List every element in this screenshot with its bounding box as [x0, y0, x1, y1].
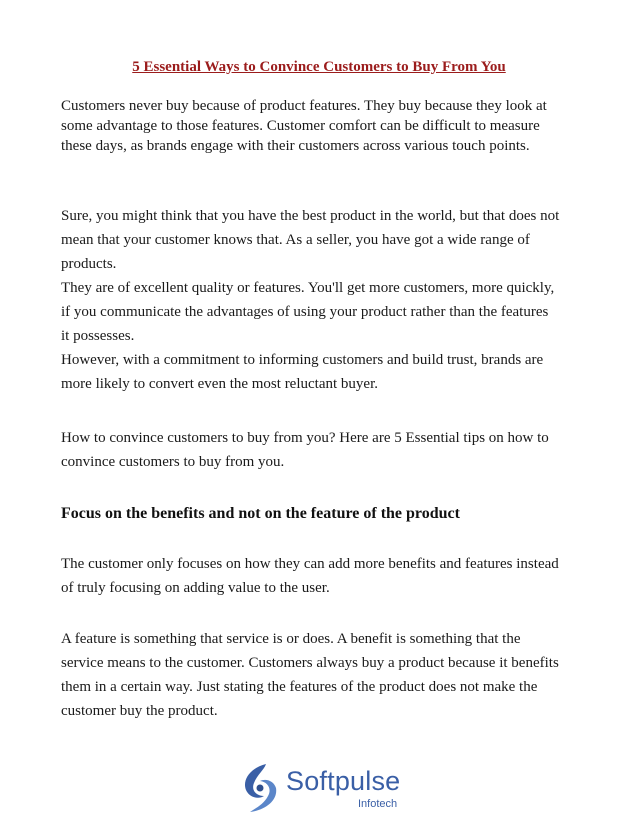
logo-tagline: Infotech: [358, 798, 398, 810]
company-logo: [236, 760, 456, 816]
paragraph-line: Sure, you might think that you have the best product in the world, but that does not: [61, 208, 560, 224]
paragraph-line: if you communicate the advantages of using your product rather than the features: [61, 304, 549, 320]
paragraph-line: service means to the customer. Customers always buy a product because it benefits: [61, 655, 559, 671]
intro-paragraph: [61, 96, 581, 156]
paragraph-line: of truly focusing on adding value to the user.: [61, 580, 330, 596]
swirl-logo-icon: [236, 760, 284, 816]
feature-benefit-paragraph: [61, 627, 581, 723]
paragraph-line: more likely to convert even the most reluctant buyer.: [61, 376, 378, 392]
paragraph-line: However, with a commitment to informing customers and build trust, brands are: [61, 352, 544, 368]
tips-paragraph: [61, 426, 581, 474]
paragraph-line: customer buy the product.: [61, 703, 218, 719]
paragraph-line: The customer only focuses on how they can add more benefits and features instead: [61, 556, 559, 572]
section-heading: Focus on the benefits and not on the feature of the product: [61, 505, 460, 522]
product-paragraph: [61, 204, 581, 396]
paragraph-line: them in a certain way. Just stating the features of the product does not make the: [61, 679, 538, 695]
document-title: 5 Essential Ways to Convince Customers to Buy From You: [132, 59, 506, 75]
paragraph-line: How to convince customers to buy from you? Here are 5 Essential tips on how to: [61, 430, 549, 446]
logo-name: Softpulse: [286, 766, 401, 796]
paragraph-line: it possesses.: [61, 328, 135, 344]
paragraph-line: Customers never buy because of product features. They buy because they look at: [61, 98, 547, 114]
paragraph-line: convince customers to buy from you.: [61, 454, 285, 470]
paragraph-line: these days, as brands engage with their customers across various touch points.: [61, 138, 530, 154]
paragraph-line: some advantage to those features. Customer comfort can be difficult to measure: [61, 118, 540, 134]
paragraph-line: products.: [61, 256, 117, 272]
paragraph-line: They are of excellent quality or features. You'll get more customers, more quickly,: [61, 280, 555, 296]
paragraph-line: mean that your customer knows that. As a seller, you have got a wide range of: [61, 232, 530, 248]
focus-paragraph: [61, 552, 581, 600]
paragraph-line: A feature is something that service is or does. A benefit is something that the: [61, 631, 521, 647]
